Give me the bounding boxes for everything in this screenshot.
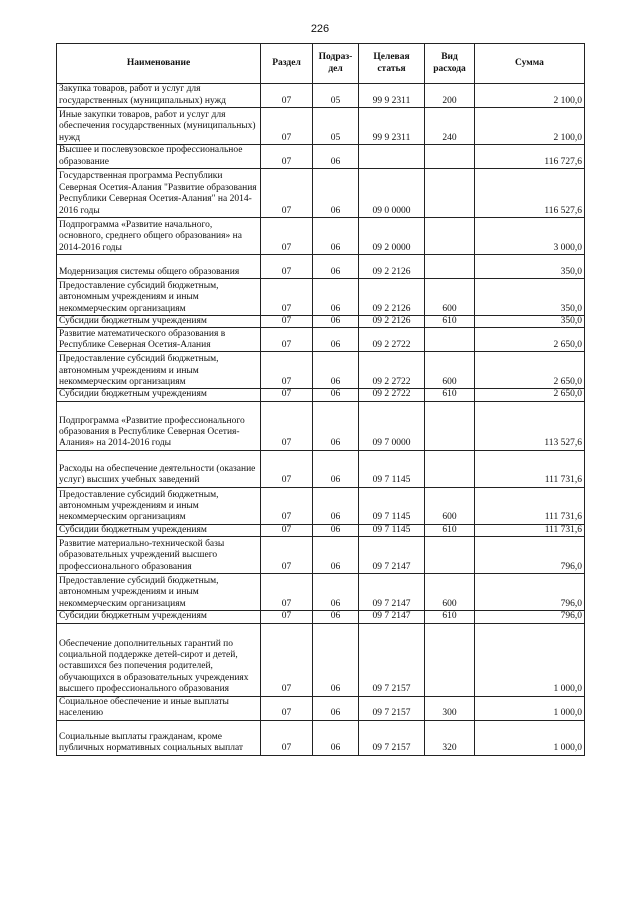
cell-kind (425, 401, 475, 450)
cell-kind: 200 (425, 84, 475, 108)
cell-amount: 2 650,0 (475, 389, 585, 401)
cell-kind: 610 (425, 316, 475, 328)
cell-kind: 600 (425, 487, 475, 524)
cell-section: 07 (261, 537, 313, 574)
cell-subsection: 06 (313, 537, 359, 574)
cell-name: Предоставление субсидий бюджетным, автономным учреждениям и иным некоммерческим организациям (57, 279, 261, 316)
cell-subsection: 06 (313, 316, 359, 328)
cell-section: 07 (261, 255, 313, 279)
cell-subsection: 06 (313, 401, 359, 450)
cell-section: 07 (261, 401, 313, 450)
cell-target: 09 7 1145 (359, 487, 425, 524)
table-row (57, 611, 585, 623)
cell-kind: 600 (425, 279, 475, 316)
cell-amount: 1 000,0 (475, 720, 585, 755)
cell-name: Государственная программа Республики Северная Осетия-Алания "Развитие образования Республики Северная Осетия-Алания" на 2014-2016 годы (57, 169, 261, 218)
cell-target: 99 9 2311 (359, 84, 425, 108)
column-header-target (359, 44, 425, 84)
cell-amount: 2 100,0 (475, 84, 585, 108)
cell-amount: 2 100,0 (475, 108, 585, 145)
cell-section: 07 (261, 279, 313, 316)
column-header-subsection-text: Подраз- дел (318, 52, 353, 74)
cell-subsection: 05 (313, 108, 359, 145)
cell-subsection: 06 (313, 218, 359, 255)
cell-section: 07 (261, 611, 313, 623)
cell-amount: 116 527,6 (475, 169, 585, 218)
cell-kind: 600 (425, 574, 475, 611)
cell-name: Социальные выплаты гражданам, кроме публичных нормативных социальных выплат (57, 720, 261, 755)
cell-subsection: 06 (313, 696, 359, 720)
cell-amount: 2 650,0 (475, 328, 585, 352)
table-row (57, 279, 585, 316)
cell-section: 07 (261, 316, 313, 328)
table-row (57, 537, 585, 574)
cell-kind (425, 255, 475, 279)
cell-target: 09 2 0000 (359, 218, 425, 255)
cell-target: 09 2 2126 (359, 255, 425, 279)
cell-amount: 113 527,6 (475, 401, 585, 450)
cell-amount: 116 727,6 (475, 145, 585, 169)
cell-name: Субсидии бюджетным учреждениям (57, 316, 261, 328)
cell-kind (425, 145, 475, 169)
cell-name: Иные закупки товаров, работ и услуг для обеспечения государственных (муниципальных) нужд (57, 108, 261, 145)
cell-amount: 111 731,6 (475, 450, 585, 487)
table-row (57, 352, 585, 389)
table-row (57, 328, 585, 352)
cell-target: 09 7 2147 (359, 574, 425, 611)
cell-section: 07 (261, 108, 313, 145)
cell-kind: 610 (425, 611, 475, 623)
cell-subsection: 06 (313, 720, 359, 755)
cell-name: Обеспечение дополнительных гарантий по социальной поддержке детей-сирот и детей, оставшихся без попечения родителей, обучающихся в образовательных учреждениях высшего профессионального образования (57, 623, 261, 696)
cell-amount: 796,0 (475, 611, 585, 623)
column-header-amount: Сумма (475, 44, 585, 84)
table-row (57, 84, 585, 108)
cell-amount: 1 000,0 (475, 696, 585, 720)
cell-name: Модернизация системы общего образования (57, 255, 261, 279)
cell-section: 07 (261, 352, 313, 389)
cell-kind (425, 450, 475, 487)
table-row (57, 255, 585, 279)
table-row (57, 450, 585, 487)
cell-subsection: 06 (313, 450, 359, 487)
cell-name: Социальное обеспечение и иные выплаты населению (57, 696, 261, 720)
cell-section: 07 (261, 450, 313, 487)
cell-name: Закупка товаров, работ и услуг для государственных (муниципальных) нужд (57, 84, 261, 108)
cell-section: 07 (261, 574, 313, 611)
cell-target: 09 7 1145 (359, 524, 425, 536)
column-header-kind-text: Вид расхода (433, 52, 466, 74)
cell-subsection: 06 (313, 487, 359, 524)
cell-kind: 610 (425, 389, 475, 401)
table-header-row (57, 44, 585, 84)
cell-amount: 3 000,0 (475, 218, 585, 255)
cell-name: Расходы на обеспечение деятельности (оказание услуг) высших учебных заведений (57, 450, 261, 487)
cell-amount: 2 650,0 (475, 352, 585, 389)
cell-amount: 796,0 (475, 537, 585, 574)
cell-amount: 111 731,6 (475, 524, 585, 536)
cell-target (359, 145, 425, 169)
cell-target: 09 2 2722 (359, 328, 425, 352)
cell-amount: 350,0 (475, 316, 585, 328)
cell-section: 07 (261, 145, 313, 169)
cell-name: Предоставление субсидий бюджетным, автономным учреждениям и иным некоммерческим организациям (57, 487, 261, 524)
cell-section: 07 (261, 389, 313, 401)
cell-kind (425, 218, 475, 255)
table-row (57, 316, 585, 328)
cell-name: Субсидии бюджетным учреждениям (57, 389, 261, 401)
cell-subsection: 06 (313, 279, 359, 316)
table-row (57, 389, 585, 401)
cell-target: 09 0 0000 (359, 169, 425, 218)
cell-name: Предоставление субсидий бюджетным, автономным учреждениям и иным некоммерческим организациям (57, 352, 261, 389)
cell-name: Подпрограмма «Развитие профессионального образования в Республике Северная Осетия-Алания» на 2014-2016 годы (57, 401, 261, 450)
table-row (57, 145, 585, 169)
cell-subsection: 06 (313, 145, 359, 169)
column-header-target-text: Целевая статья (373, 52, 410, 74)
cell-kind (425, 169, 475, 218)
table-row (57, 401, 585, 450)
cell-target: 09 7 2157 (359, 696, 425, 720)
cell-subsection: 06 (313, 255, 359, 279)
cell-target: 09 7 2147 (359, 611, 425, 623)
table-body (57, 84, 585, 756)
cell-kind: 320 (425, 720, 475, 755)
cell-subsection: 06 (313, 169, 359, 218)
cell-target: 09 7 2157 (359, 623, 425, 696)
cell-kind (425, 623, 475, 696)
cell-target: 09 2 2126 (359, 279, 425, 316)
cell-kind: 610 (425, 524, 475, 536)
cell-section: 07 (261, 696, 313, 720)
cell-name: Предоставление субсидий бюджетным, автономным учреждениям и иным некоммерческим организациям (57, 574, 261, 611)
cell-kind (425, 537, 475, 574)
table-row (57, 574, 585, 611)
cell-amount: 350,0 (475, 255, 585, 279)
cell-subsection: 06 (313, 328, 359, 352)
cell-target: 09 2 2126 (359, 316, 425, 328)
table-row (57, 623, 585, 696)
table-row (57, 696, 585, 720)
table-row (57, 524, 585, 536)
cell-section: 07 (261, 169, 313, 218)
budget-table (56, 43, 585, 756)
cell-section: 07 (261, 720, 313, 755)
cell-section: 07 (261, 328, 313, 352)
cell-subsection: 05 (313, 84, 359, 108)
cell-kind (425, 328, 475, 352)
cell-amount: 796,0 (475, 574, 585, 611)
page-number: 226 (310, 23, 330, 35)
cell-subsection: 06 (313, 389, 359, 401)
cell-name: Субсидии бюджетным учреждениям (57, 524, 261, 536)
cell-kind: 600 (425, 352, 475, 389)
cell-target: 09 7 2147 (359, 537, 425, 574)
column-header-section: Раздел (261, 44, 313, 84)
cell-section: 07 (261, 84, 313, 108)
cell-subsection: 06 (313, 611, 359, 623)
table-row (57, 169, 585, 218)
table-row (57, 720, 585, 755)
cell-target: 09 7 1145 (359, 450, 425, 487)
cell-kind: 240 (425, 108, 475, 145)
cell-subsection: 06 (313, 524, 359, 536)
cell-amount: 350,0 (475, 279, 585, 316)
cell-amount: 1 000,0 (475, 623, 585, 696)
cell-section: 07 (261, 487, 313, 524)
table-row (57, 218, 585, 255)
column-header-kind (425, 44, 475, 84)
cell-target: 99 9 2311 (359, 108, 425, 145)
cell-name: Подпрограмма «Развитие начального, основного, среднего общего образования» на 2014-2016 годы (57, 218, 261, 255)
column-header-subsection (313, 44, 359, 84)
cell-subsection: 06 (313, 574, 359, 611)
cell-subsection: 06 (313, 623, 359, 696)
cell-kind: 300 (425, 696, 475, 720)
column-header-name: Наименование (57, 44, 261, 84)
cell-target: 09 2 2722 (359, 352, 425, 389)
cell-section: 07 (261, 623, 313, 696)
table-row (57, 487, 585, 524)
cell-amount: 111 731,6 (475, 487, 585, 524)
cell-name: Субсидии бюджетным учреждениям (57, 611, 261, 623)
cell-name: Высшее и послевузовское профессиональное образование (57, 145, 261, 169)
cell-section: 07 (261, 524, 313, 536)
cell-name: Развитие математического образования в Республике Северная Осетия-Алания (57, 328, 261, 352)
cell-target: 09 2 2722 (359, 389, 425, 401)
cell-subsection: 06 (313, 352, 359, 389)
table-row (57, 108, 585, 145)
cell-target: 09 7 2157 (359, 720, 425, 755)
cell-section: 07 (261, 218, 313, 255)
cell-target: 09 7 0000 (359, 401, 425, 450)
cell-name: Развитие материально-технической базы образовательных учреждений высшего профессионального образования (57, 537, 261, 574)
